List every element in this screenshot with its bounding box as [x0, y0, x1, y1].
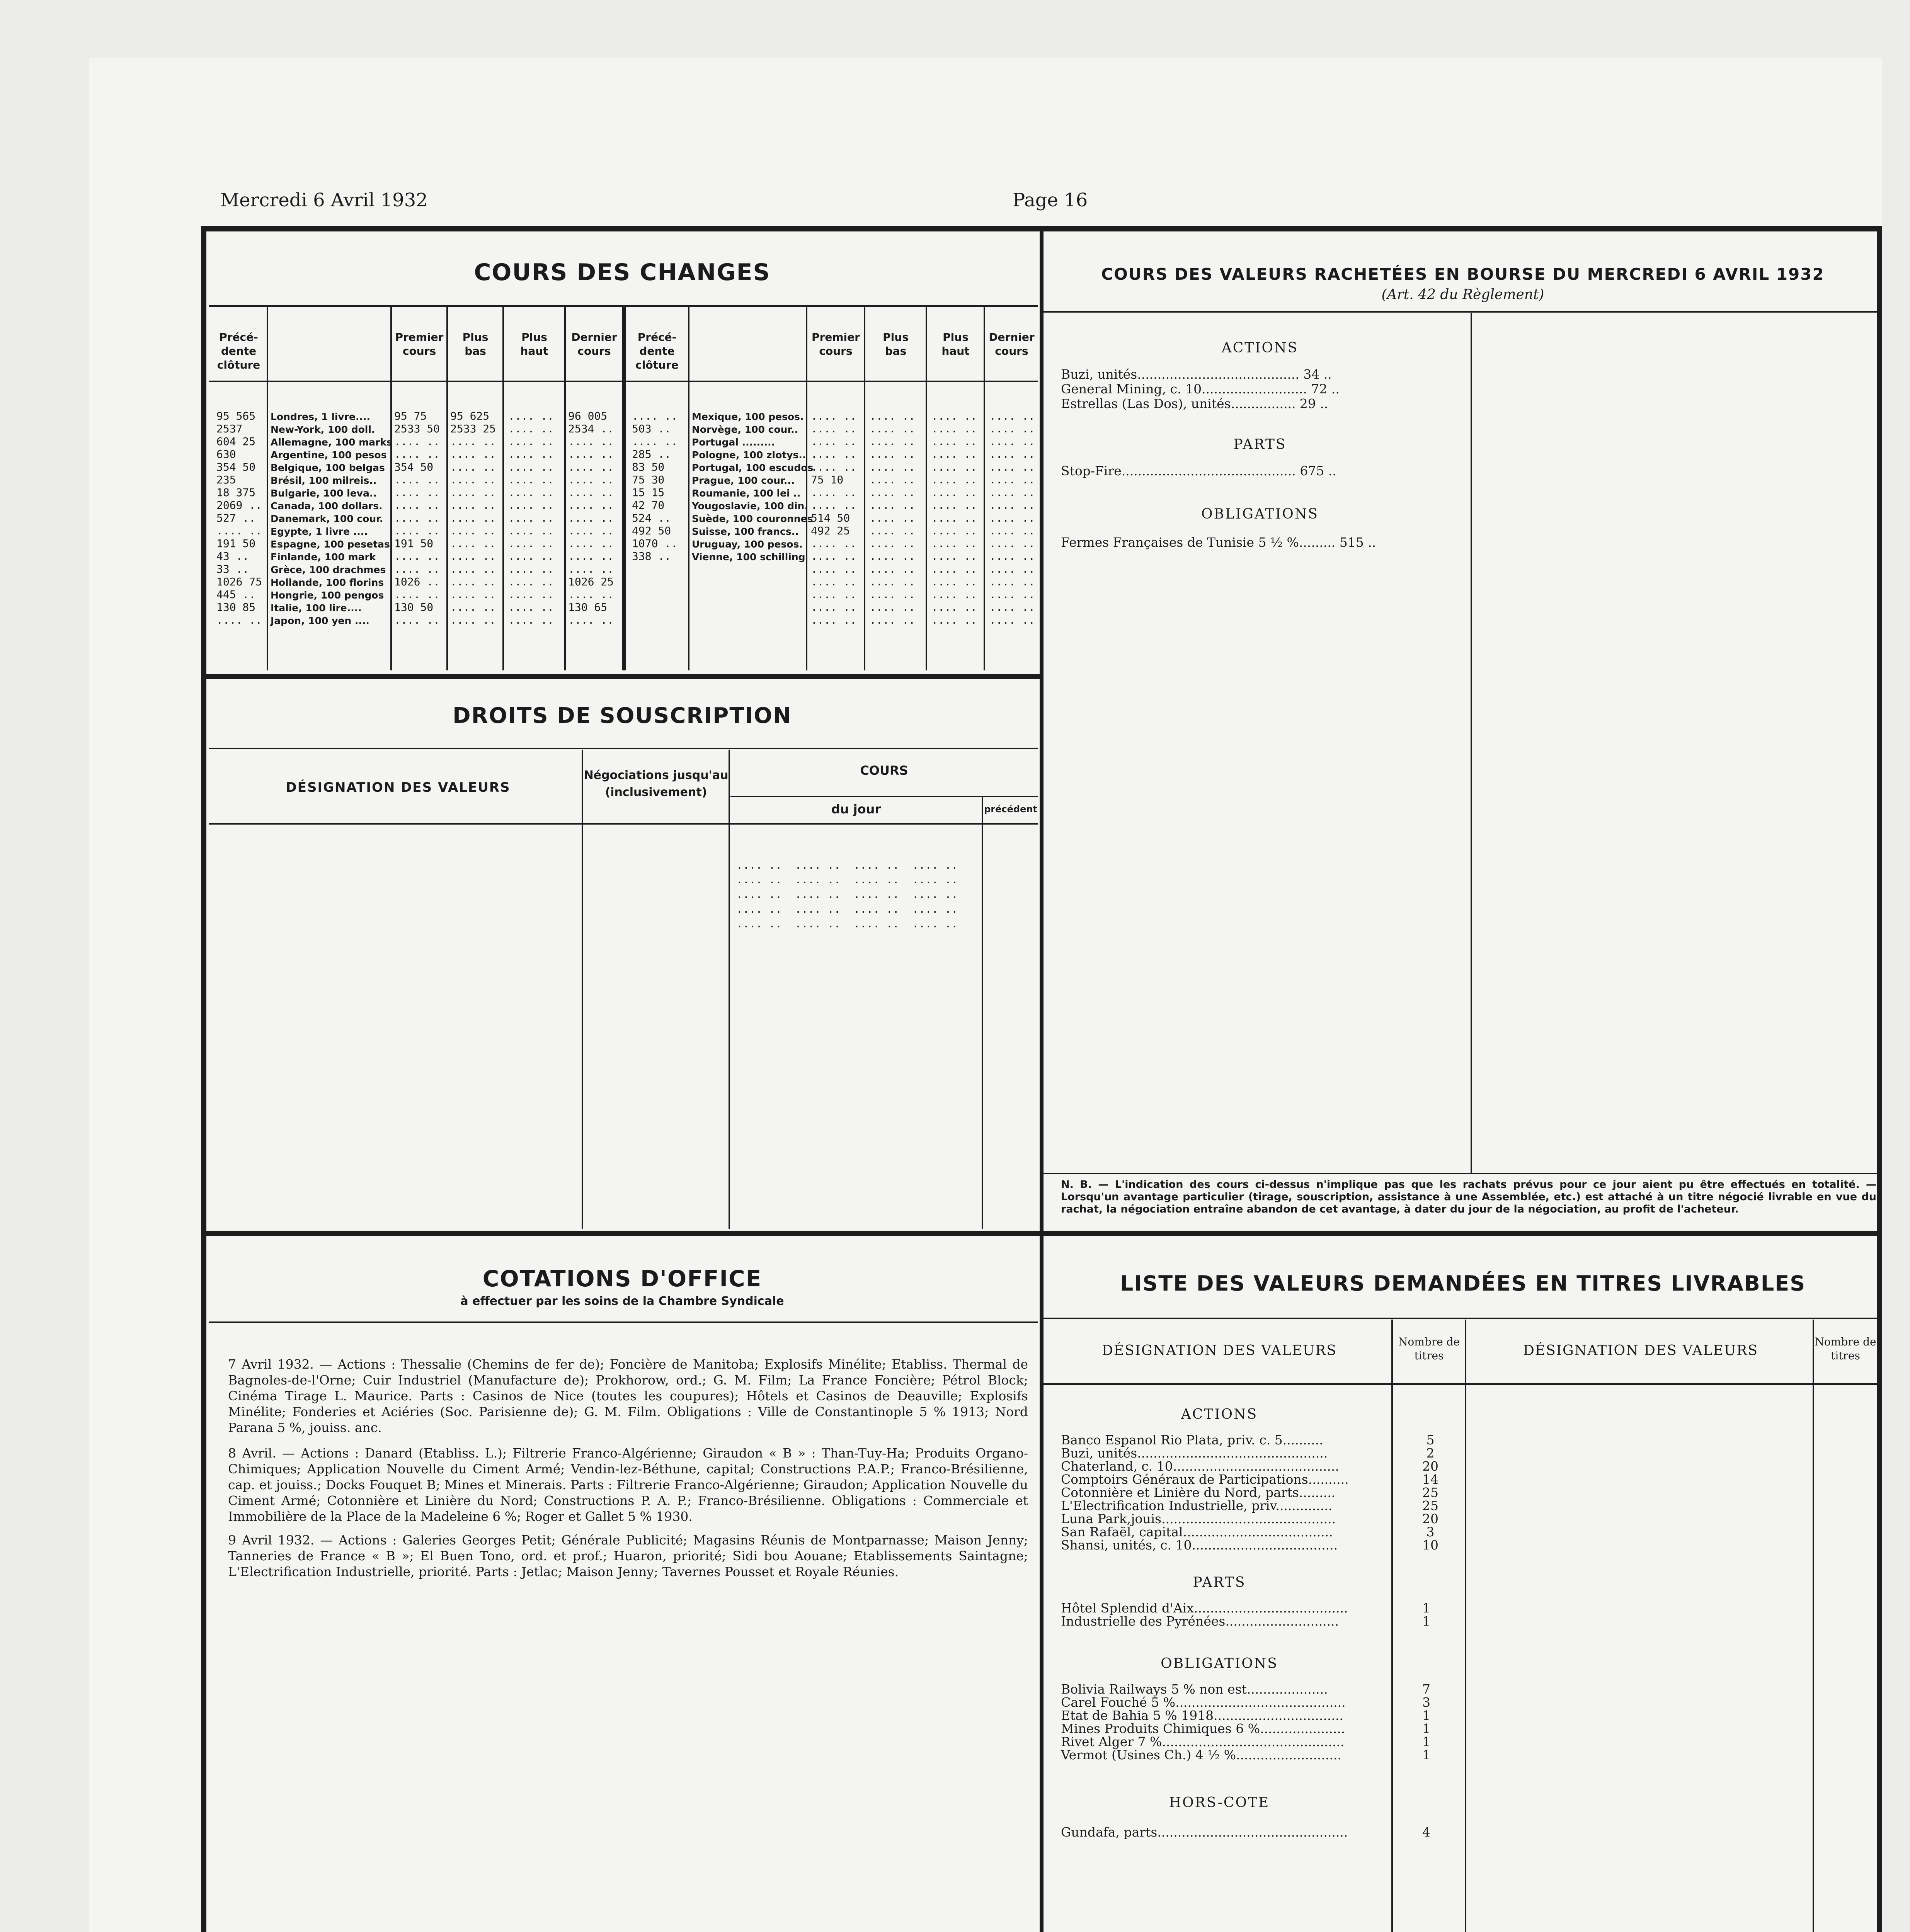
livrables-col-line	[1813, 1320, 1814, 1932]
rachetees-note: N. B. — L'indication des cours ci-dessus n'implique pas que les rachats prévus pour ce jour aient pu être effectués en totalité. — Lorsqu'un avantage particulier (tirage, souscription, assistance à une Assemblée, etc.) est attaché à un titre négocié livrable en vue du rachat, la négociation entraîne abandon de cet avantage, à dater du jour de la négociation, au profit de l'acheteur.	[1061, 1179, 1876, 1215]
rachetees-oblig-heading: OBLIGATIONS	[1201, 506, 1319, 522]
rachetees-actions-heading: ACTIONS	[1221, 340, 1299, 356]
rachetees-subtitle: (Art. 42 du Règlement)	[1381, 287, 1544, 303]
cotations-subtitle: à effectuer par les soins de la Chambre Syndicale	[460, 1294, 784, 1308]
changes-right-first: .... .. .... .. .... .. .... .. .... .. 75 10 .... .. .... .. 514 50 492 25 .... .. .... .. .... .. .... .. .... .. .... .. .... ..	[811, 410, 857, 626]
cotations-9-avril: 9 Avril 1932. — Actions : Galeries Georges Petit; Générale Publicité; Magasins Réunis de Montparnasse; Maison Jenny; Tanneries de France « B »; El Buen Tono, ord. et prof.; Huaron, priorité; Sidi bou Aouane; Etablissements Saintagne; L'Electrification Industrielle, priorité. Parts : Jetlac; Maison Jenny; Tavernes Pousset et Royale Réunies.	[228, 1532, 1028, 1579]
col-line	[502, 307, 504, 670]
col-line	[267, 307, 268, 670]
souscription-rule	[209, 748, 1038, 749]
livrables-actions-counts: 5 2 20 14 25 25 20 3 10	[1422, 1432, 1438, 1553]
livrables-oblig-counts: 7 3 1 1 1 1	[1422, 1682, 1430, 1762]
hdr-prev-close-right: Précé- dente clôture	[635, 331, 679, 371]
changes-title: COURS DES CHANGES	[474, 259, 771, 286]
rachetees-title: COURS DES VALEURS RACHETÉES EN BOURSE DU MERCREDI 6 AVRIL 1932	[1101, 265, 1825, 284]
livrables-nombre-header: Nombre de titres	[1398, 1335, 1460, 1362]
changes-right-high: .... .. .... .. .... .. .... .. .... .. .... .. .... .. .... .. .... .. .... .. .... .. .... .. .... .. .... .. .... .. .... .. .... ..	[931, 410, 977, 626]
changes-left-last: 96 005 2534 .. .... .. .... .. .... .. .... .. .... .. .... .. .... .. .... .. .... .. .... .. .... .. 1026 25 .... .. 130 65 .... ..	[568, 410, 614, 626]
changes-bottom-line	[201, 674, 1044, 679]
souscription-du-jour-header: du jour	[831, 802, 881, 816]
col-line	[446, 307, 448, 670]
col-line	[926, 307, 927, 670]
changes-left-high: .... .. .... .. .... .. .... .. .... .. .... .. .... .. .... .. .... .. .... .. .... .. .... .. .... .. .... .. .... .. .... .. .... ..	[508, 410, 554, 626]
cotations-title: COTATIONS D'OFFICE	[482, 1265, 762, 1292]
rachetees-nb-rule	[1044, 1173, 1878, 1174]
hdr-last-right: Dernier cours	[989, 331, 1035, 357]
changes-right-last: .... .. .... .. .... .. .... .. .... .. .... .. .... .. .... .. .... .. .... .. .... .. .... .. .... .. .... .. .... .. .... .. .... ..	[989, 410, 1035, 626]
hdr-high-right: Plus haut	[941, 331, 970, 357]
hdr-first-right: Premier cours	[812, 331, 860, 357]
cotations-rule	[209, 1321, 1038, 1323]
livrables-parts-heading: PARTS	[1193, 1575, 1246, 1590]
col-line	[984, 307, 985, 670]
rachetees-actions-list: Buzi, unités........................................ 34 .. General Mining, c. 10.......................... 72 .. Estrellas (Las Dos), unités................ 29 ..	[1061, 367, 1340, 411]
souscription-negociations-header: Négociations jusqu'au (inclusivement)	[584, 769, 729, 799]
col-line-double	[622, 307, 626, 670]
cours-sub-rule	[730, 796, 1038, 797]
center-divider	[1040, 226, 1044, 1932]
livrables-head-rule	[1044, 1383, 1878, 1385]
col-line	[688, 307, 689, 670]
livrables-actions-heading: ACTIONS	[1181, 1406, 1258, 1422]
souscription-col-line	[982, 796, 983, 1229]
souscription-title: DROITS DE SOUSCRIPTION	[453, 703, 792, 728]
livrables-horscote-list: Gundafa, parts...............................................	[1061, 1825, 1348, 1840]
changes-left-prev: 95 565 2537 604 25 630 354 50 235 18 375 2069 .. 527 .. .... .. 191 50 43 .. 33 .. 1026 75 445 .. 130 85 .... ..	[216, 410, 262, 626]
livrables-oblig-list: Bolivia Railways 5 % non est.................... Carel Fouché 5 %.......................................... Etat de Bahia 5 % 1918................................ Mines Produits Chimiques 6 %..................... Rivet Alger 7 %............................................. Vermot (Usines Ch.) 4 ½ %..........................	[1061, 1682, 1346, 1762]
changes-right-low: .... .. .... .. .... .. .... .. .... .. .... .. .... .. .... .. .... .. .... .. .... .. .... .. .... .. .... .. .... .. .... .. .... ..	[870, 410, 916, 626]
livrables-horscote-heading: HORS-COTE	[1169, 1795, 1270, 1811]
souscription-col-line	[582, 750, 583, 1229]
col-line	[564, 307, 566, 670]
livrables-title: LISTE DES VALEURS DEMANDÉES EN TITRES LIVRABLES	[1120, 1271, 1806, 1296]
livrables-oblig-heading: OBLIGATIONS	[1161, 1656, 1278, 1672]
souscription-dots: .... .. .... .. .... .. .... .. .... .. .... .. .... .. .... .. .... .. .... .. .... .. .... .. .... .. .... .. .... .. .... .. .... .. .... .. .... .. .... ..	[736, 859, 958, 930]
hdr-prev-close-left: Précé- dente clôture	[217, 331, 260, 371]
changes-right-currencies: Mexique, 100 pesos. Norvège, 100 cour.. Portugal ......... Pologne, 100 zlotys.. Portugal, 100 escudos Prague, 100 cour... Roumanie, 100 lei .. Yougoslavie, 100 din. Suède, 100 couronnes Suisse, 100 francs.. Uruguay, 100 pesos. Vienne, 100 schilling	[692, 411, 814, 563]
souscription-col-line	[729, 750, 730, 1229]
cotations-7-avril: 7 Avril 1932. — Actions : Thessalie (Chemins de fer de); Foncière de Manitoba; Explosifs Minélite; Etabliss. Thermal de Bagnoles-de-l'Orne; Cuir Industriel (Manufacture de); Prokhorow, ord.; G. M. Film; La France Foncière; Pétrol Block; Cinéma Tirage L. Maurice. Parts : Casinos de Nice (toutes les coupures); Hôtels et Casinos de Deauville; Explosifs Minélite; Fonderies et Aciéries (Soc. Parisienne de); G. M. Film. Obligations : Ville de Constantinople 5 % 1913; Nord Parana 5 %, jouiss. anc.	[228, 1357, 1028, 1435]
rachetees-parts-heading: PARTS	[1233, 437, 1287, 452]
hdr-high-left: Plus haut	[520, 331, 548, 357]
souscription-precedent-header: précédent	[984, 804, 1037, 815]
livrables-actions-list: Banco Espanol Rio Plata, priv. c. 5.......... Buzi, unités............................................... Chaterland, c. 10......................................... Comptoirs Généraux de Participations.......... Cotonnière et Linière du Nord, parts......... L'Electrification Industrielle, priv.............. Luna Park,jouis........................................... San Rafaël, capital..................................... Shansi, unités, c. 10....................................	[1061, 1432, 1349, 1553]
hdr-first-left: Premier cours	[395, 331, 444, 357]
changes-left-low: 95 625 2533 25 .... .. .... .. .... .. .... .. .... .. .... .. .... .. .... .. .... .. .... .. .... .. .... .. .... .. .... .. .... ..	[450, 410, 496, 626]
changes-rule	[209, 305, 1038, 307]
page-date: Mercredi 6 Avril 1932	[220, 189, 428, 211]
souscription-head-rule	[209, 823, 1038, 825]
hdr-last-left: Dernier cours	[571, 331, 617, 357]
row-divider-1	[201, 1231, 1882, 1236]
souscription-cours-header: COURS	[860, 763, 908, 778]
rachetees-col-line	[1471, 313, 1472, 1173]
rachetees-parts-list: Stop-Fire........................................... 675 ..	[1061, 463, 1336, 478]
cotations-8-avril: 8 Avril. — Actions : Danard (Etabliss. L.); Filtrerie Franco-Algérienne; Giraudon « B » : Than-Tuy-Ha; Produits Organo-Chimiques; Application Nouvelle du Ciment Armé; Vendin-lez-Béthune, capital; Constructions P.A.P.; Franco-Brésilienne, cap. et jouiss.; Docks Fouquet B; Mines et Minerais. Parts : Filtrerie Franco-Algérienne; Giraudon; Application Nouvelle du Ciment Armé; Cotonnière et Linière du Nord; Constructions P. A. P.; Franco-Brésilienne. Obligations : Commerciale et Immobilière de la Place de la Madeleine 6 %; Roger et Gallet 5 % 1930.	[228, 1446, 1028, 1524]
livrables-parts-list: Hôtel Splendid d'Aix...................................... Industrielle des Pyrénées............................	[1061, 1600, 1348, 1629]
livrables-designation-header-2: DÉSIGNATION DES VALEURS	[1523, 1343, 1758, 1359]
souscription-designation-header: DÉSIGNATION DES VALEURS	[286, 780, 511, 795]
hdr-low-right: Plus bas	[883, 331, 909, 357]
rachetees-rule	[1044, 311, 1878, 313]
col-line	[864, 307, 865, 670]
livrables-nombre-header-2: Nombre de titres	[1815, 1335, 1876, 1362]
livrables-col-line	[1391, 1320, 1393, 1932]
page-number: Page 16	[1013, 189, 1088, 211]
livrables-rule	[1044, 1318, 1878, 1319]
changes-left-first: 95 75 2533 50 .... .. .... .. 354 50 .... .. .... .. .... .. .... .. .... .. 191 50 .... .. .... .. 1026 .. .... .. 130 50 .... ..	[394, 410, 440, 626]
rachetees-oblig-list: Fermes Françaises de Tunisie 5 ½ %......... 515 ..	[1061, 535, 1376, 550]
livrables-parts-counts: 1 1	[1422, 1600, 1430, 1629]
hdr-low-left: Plus bas	[462, 331, 489, 357]
changes-left-currencies: Londres, 1 livre.... New-York, 100 doll. Allemagne, 100 marks Argentine, 100 pesos Belgique, 100 belgas Brésil, 100 milreis.. Bulgarie, 100 leva.. Canada, 100 dollars. Danemark, 100 cour. Egypte, 1 livre .... Espagne, 100 pesetas Finlande, 100 mark Grèce, 100 drachmes Hollande, 100 florins Hongrie, 100 pengos Italie, 100 lire.... Japon, 100 yen ....	[271, 411, 392, 626]
livrables-col-line	[1465, 1320, 1466, 1932]
livrables-horscote-counts: 4	[1422, 1825, 1430, 1840]
changes-right-prev: .... .. 503 .. .... .. 285 .. 83 50 75 30 15 15 42 70 524 .. 492 50 1070 .. 338 ..	[632, 410, 678, 563]
livrables-designation-header: DÉSIGNATION DES VALEURS	[1101, 1343, 1337, 1359]
